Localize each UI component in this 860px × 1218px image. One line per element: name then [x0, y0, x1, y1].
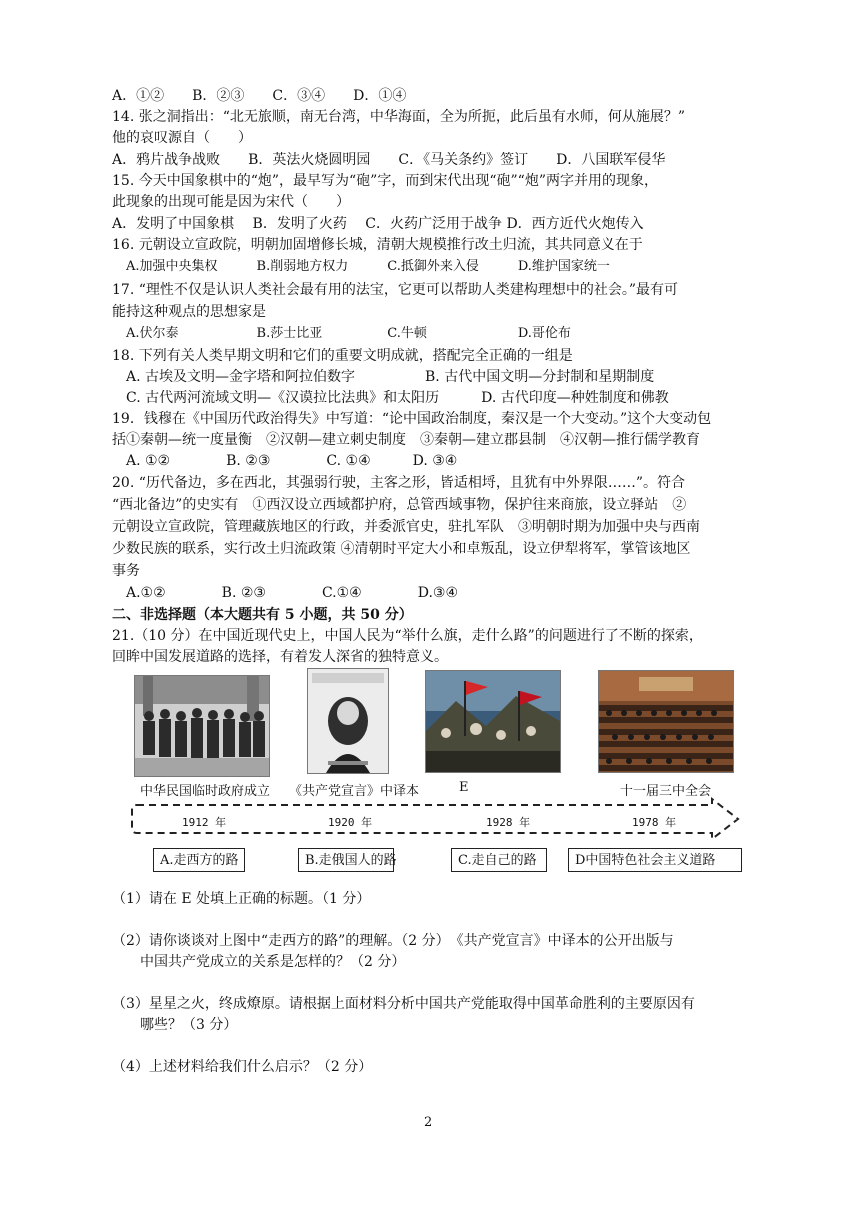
q20-stem: 20. “历代备边，多在西北，其强弱行驶，主客之形，皆适相埒，且犹有中外界限……”。符合	[112, 475, 686, 491]
q14-stem: 14. 张之洞指出：“北无旅顺，南无台湾，中华海面，全为所扼，此后虽有水师，何从施展？”	[112, 109, 686, 125]
revolution-painting-photo	[425, 670, 561, 773]
q15-stem: 15. 今天中国象棋中的“炮”，最早写为“砲”字，而到宋代出现“砲”“炮”两字并用的现象，	[112, 173, 658, 189]
subquestion-3: （3）星星之火，终成燎原。请根据上面材料分析中国共产党能取得中国革命胜利的主要原因有	[112, 996, 695, 1012]
section2-heading: 二、非选择题（本大题共有 5 小题，共 50 分）	[112, 607, 413, 623]
q20-stem-line2: “西北备边”的史实有 ①西汉设立西域都护府，总管西域事物，保护往来商旅，设立驿站 ②	[112, 497, 687, 513]
q16-stem: 16. 元朝设立宣政院，明朝加固增修长城，清朝大规模推行改土归流，其共同意义在于	[112, 237, 643, 253]
caption-manifesto: 《共产党宣言》中译本	[289, 784, 420, 799]
year-1912: 1912 年	[182, 816, 227, 829]
q19-stem-cont: 括①秦朝—统一度量衡 ②汉朝—建立刺史制度 ③秦朝—建立郡县制 ④汉朝—推行儒学教育	[112, 432, 700, 448]
path-box-socialism: D中国特色社会主义道路	[568, 848, 742, 872]
subquestion-2-cont: 中国共产党成立的关系是怎样的？（2 分）	[140, 954, 406, 970]
q20-stem-line4: 少数民族的联系，实行改土归流政策 ④清朝时平定大小和卓叛乱，设立伊犁将军，掌管该地区	[112, 541, 691, 557]
subquestion-2: （2）请你谈谈对上图中“走西方的路”的理解。（2 分） 《共产党宣言》中译本的公开出版与	[112, 933, 674, 949]
provisional-government-photo	[134, 675, 270, 777]
q18-options-row1: A. 古埃及文明—金字塔和阿拉伯数字 B. 古代中国文明—分封制和星期制度	[126, 369, 655, 385]
q16-options: A.加强中央集权 B.削弱地方权力 C.抵御外来入侵 D.维护国家统一	[126, 259, 610, 274]
q20-stem-line5: 事务	[112, 563, 140, 579]
q18-options-row2: C. 古代两河流域文明—《汉谟拉比法典》和太阳历 D. 古代印度—种姓制度和佛教	[126, 390, 669, 406]
path-box-own: C.走自己的路	[451, 848, 547, 872]
caption-provisional-government: 中华民国临时政府成立	[140, 784, 271, 799]
q21-stem: 21.（10 分）在中国近现代史上，中国人民为“举什么旗，走什么路”的问题进行了不断的探索，	[112, 628, 703, 644]
subquestion-4: （4）上述材料给我们什么启示？（2 分）	[112, 1059, 373, 1075]
path-box-west: A.走西方的路	[153, 848, 245, 872]
q14-options: A．鸦片战争战败 B．英法火烧圆明园 C．《马关条约》签订 D．八国联军侵华	[112, 152, 666, 168]
q21-stem-cont: 回眸中国发展道路的选择，有着发人深省的独特意义。	[112, 649, 448, 665]
q18-stem: 18. 下列有关人类早期文明和它们的重要文明成就，搭配完全正确的一组是	[112, 348, 573, 364]
q19-stem: 19．钱穆在《中国历代政治得失》中写道：“论中国政治制度，秦汉是一个大变动。”这个大变动包	[112, 411, 712, 427]
path-box-russia: B.走俄国人的路	[298, 848, 394, 872]
caption-plenary-session: 十一届三中全会	[620, 784, 712, 799]
q17-options: A.伏尔泰 B.莎士比亚 C.牛顿 D.哥伦布	[126, 326, 571, 341]
year-1978: 1978 年	[632, 816, 677, 829]
q20-options: A.①② B. ②③ C.①④ D.③④	[126, 585, 458, 601]
q13-options: A．①② B．②③ C．③④ D．①④	[112, 88, 407, 104]
subquestion-1: （1）请在 E 处填上正确的标题。（1 分）	[112, 891, 371, 907]
q17-stem: 17. “理性不仅是认识人类社会最有用的法宝，它更可以帮助人类建构理想中的社会。”最有可	[112, 282, 679, 298]
year-1928: 1928 年	[486, 816, 531, 829]
q15-stem-cont: 此现象的出现可能是因为宋代（ ）	[112, 194, 350, 210]
subquestion-3-cont: 哪些？（3 分）	[140, 1017, 238, 1033]
q19-options: A. ①② B. ②③ C. ①④ D. ③④	[126, 453, 458, 469]
q17-stem-cont: 能持这种观点的思想家是	[112, 304, 266, 320]
page-number: 2	[424, 1115, 433, 1130]
q20-stem-line3: 元朝设立宣政院，管理藏族地区的行政，并委派官史，驻扎军队 ③明朝时期为加强中央与西南	[112, 519, 700, 535]
q14-stem-cont: 他的哀叹源自（ ）	[112, 130, 252, 146]
year-1920: 1920 年	[328, 816, 373, 829]
caption-e: E	[459, 780, 469, 795]
q15-options: A．发明了中国象棋 B．发明了火药 C．火药广泛用于战争 D．西方近代火炮传入	[112, 216, 644, 232]
third-plenary-session-photo	[598, 670, 734, 773]
communist-manifesto-cover-photo	[307, 668, 389, 774]
